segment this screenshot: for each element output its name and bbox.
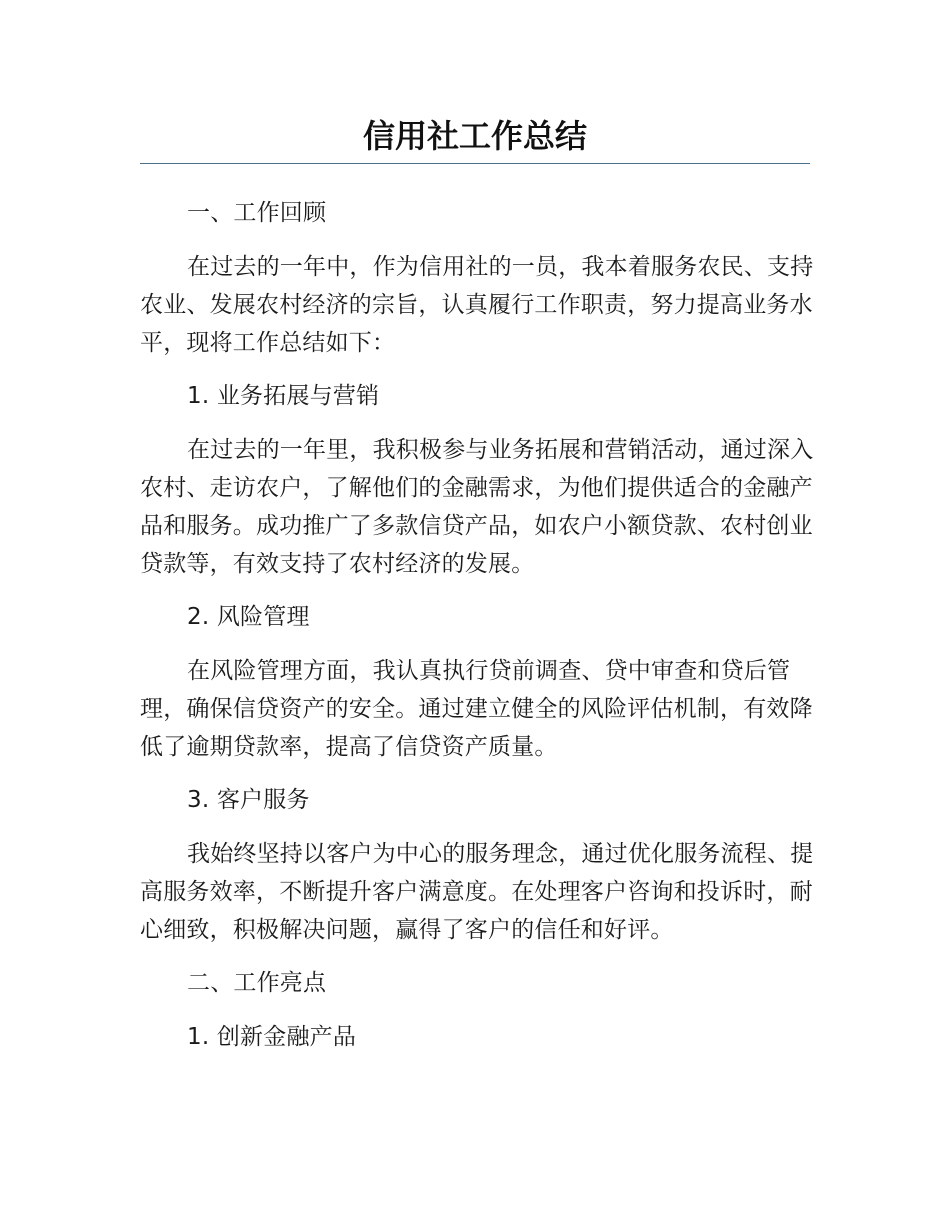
paragraph-business-expansion: 在过去的一年里，我积极参与业务拓展和营销活动，通过深入农村、走访农户，了解他们的金融需求，为他们提供适合的金融产品和服务。成功推广了多款信贷产品，如农户小额贷款、农村创业贷款等，有效支持了农村经济的发展。 <box>140 437 814 577</box>
section-heading-highlights: 二、工作亮点 <box>187 970 327 996</box>
page-title: 信用社工作总结 <box>362 117 587 155</box>
paragraph-customer-service: 我始终坚持以客户为中心的服务理念，通过优化服务流程、提高服务效率，不断提升客户满意度。在处理客户咨询和投诉时，耐心细致，积极解决问题，赢得了客户的信任和好评。 <box>140 841 814 943</box>
title-divider <box>140 163 810 164</box>
subheading-risk-management: 2. 风险管理 <box>187 604 310 630</box>
paragraph-risk-management: 在风险管理方面，我认真执行贷前调查、贷中审查和贷后管理，确保信贷资产的安全。通过建立健全的风险评估机制，有效降低了逾期贷款率，提高了信贷资产质量。 <box>140 658 813 760</box>
section-heading-review: 一、工作回顾 <box>187 200 327 226</box>
paragraph-intro: 在过去的一年中，作为信用社的一员，我本着服务农民、支持农业、发展农村经济的宗旨，认真履行工作职责，努力提高业务水平，现将工作总结如下： <box>140 254 814 356</box>
subheading-business-expansion: 1. 业务拓展与营销 <box>187 383 380 409</box>
subheading-customer-service: 3. 客户服务 <box>187 787 310 813</box>
subheading-innovative-products: 1. 创新金融产品 <box>187 1024 357 1050</box>
